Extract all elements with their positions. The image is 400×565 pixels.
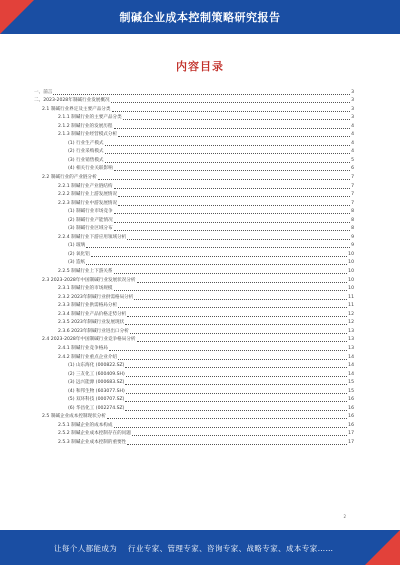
toc-entry[interactable] (34, 300, 354, 309)
toc-leader-dots (118, 304, 347, 308)
toc-entry[interactable] (34, 197, 354, 206)
toc-entry[interactable] (34, 189, 354, 198)
toc-leader-dots (125, 321, 347, 325)
toc-entry-label: 2.1.3 制碱行业经营模式分析 (58, 132, 118, 138)
toc-entry-label: 2.4 2023-2028年中国制碱行业竞争格局分析 (42, 337, 136, 343)
toc-entry[interactable] (34, 368, 354, 377)
toc-entry-label: 2.1 制碱行业界定及主要产品分类 (42, 106, 111, 112)
toc-entry-page: 8 (351, 217, 354, 223)
toc-entry-label: 2.1.1 制碱行业的主要产品分类 (58, 115, 122, 121)
toc-leader-dots (127, 441, 347, 445)
footer-slogan: 让每个人都能成为 (54, 544, 118, 553)
toc-leader-dots (91, 253, 347, 257)
footer-banner (0, 530, 400, 565)
toc-entry-page: 12 (348, 311, 354, 317)
toc-entry-page: 10 (348, 269, 354, 275)
toc-entry-label: (4) 相关行业关联影响 (68, 166, 113, 172)
toc-entry-label: 2.3.2 2023年制碱行业供需格局分析 (58, 294, 134, 300)
toc-entry[interactable] (34, 334, 354, 343)
toc-leader-dots (86, 261, 347, 265)
toc-entry-page: 4 (351, 123, 354, 129)
toc-entry[interactable] (34, 86, 354, 95)
toc-entry[interactable] (34, 137, 354, 146)
toc-leader-dots (114, 125, 351, 129)
toc-leader-dots (118, 193, 350, 197)
toc-entry[interactable] (34, 163, 354, 172)
toc-entry[interactable] (34, 308, 354, 317)
toc-leader-dots (86, 244, 350, 248)
toc-entry-page: 6 (351, 166, 354, 172)
toc-leader-dots (125, 364, 347, 368)
toc-heading: 内容目录 (176, 60, 224, 73)
toc-entry-page: 4 (351, 149, 354, 155)
toc-entry-page: 15 (348, 380, 354, 386)
toc-leader-dots (118, 202, 350, 206)
toc-entry-label: (1) 制碱行业市场竞争 (68, 209, 113, 215)
toc-entry-page: 9 (351, 234, 354, 240)
report-title: 制碱企业成本控制策略研究报告 (119, 11, 281, 24)
toc-entry-label: (2) 行业采购模式 (68, 149, 104, 155)
toc-entry[interactable] (34, 171, 354, 180)
toc-leader-dots (107, 415, 347, 419)
toc-entry[interactable] (34, 428, 354, 437)
toc-leader-dots (118, 356, 347, 360)
toc-entry[interactable] (34, 95, 354, 104)
toc-entry-label: (3) 造纸 (68, 260, 86, 266)
toc-leader-dots (112, 108, 351, 112)
toc-leader-dots (125, 407, 347, 411)
toc-entry-page: 3 (351, 98, 354, 104)
toc-entry-label: 一、前言 (34, 89, 53, 95)
toc-entry-page: 9 (351, 243, 354, 249)
toc-leader-dots (137, 279, 348, 283)
toc-entry[interactable] (34, 265, 354, 274)
toc-leader-dots (111, 99, 350, 103)
toc-entry-label: 2.5.1 制碱企业的成本构成 (58, 422, 113, 428)
toc-entry-label: 2.5.2 制碱企业成本控制存在的问题 (58, 431, 131, 437)
toc-entry-page: 13 (348, 345, 354, 351)
toc-leader-dots (125, 381, 347, 385)
toc-entry-label: 2.3.4 制碱行业产品价格走势分析 (58, 311, 127, 317)
toc-leader-dots (114, 167, 350, 171)
toc-leader-dots (123, 116, 350, 120)
toc-entry-page: 16 (348, 414, 354, 420)
toc-entry-label: (3) 行业销售模式 (68, 157, 104, 163)
toc-leader-dots (137, 338, 348, 342)
toc-entry[interactable] (34, 154, 354, 163)
toc-entry-page: 16 (348, 422, 354, 428)
toc-entry-page: 10 (348, 277, 354, 283)
toc-leader-dots (105, 159, 351, 163)
toc-leader-dots (114, 287, 348, 291)
toc-leader-dots (109, 347, 347, 351)
toc-leader-dots (125, 398, 347, 402)
toc-entry-page: 14 (348, 354, 354, 360)
toc-entry-page: 3 (351, 115, 354, 121)
toc-entry-label: 2.3 2023-2028年中国制碱行业发展状况分析 (42, 277, 136, 283)
toc-leader-dots (126, 390, 347, 394)
toc-entry-page: 14 (348, 371, 354, 377)
toc-entry[interactable] (34, 377, 354, 386)
toc-entry-label: (1) 行业生产模式 (68, 140, 104, 146)
toc-entry-page: 17 (348, 431, 354, 437)
toc-entry-page: 11 (348, 294, 354, 300)
toc-entry[interactable] (34, 146, 354, 155)
toc-entry[interactable] (34, 351, 354, 360)
toc-entry-page: 10 (348, 260, 354, 266)
toc-entry-label: 2.5.3 制碱企业成本控制的重要性 (58, 439, 127, 445)
toc-leader-dots (134, 296, 347, 300)
toc-entry-label: (1) 玻璃 (68, 243, 86, 249)
toc-entry-label: 2.3.5 2023年制碱行业发展现状 (58, 320, 125, 326)
toc-entry[interactable] (34, 231, 354, 240)
toc-entry[interactable] (34, 180, 354, 189)
toc-entry-label: 2.2.2 制碱行业上游发展情况 (58, 192, 118, 198)
footer-accent-corner (365, 530, 400, 565)
toc-entry-page: 4 (351, 140, 354, 146)
toc-leader-dots (118, 133, 350, 137)
toc-leader-dots (126, 373, 347, 377)
toc-entry-page: 14 (348, 363, 354, 369)
toc-entry-label: (2) 三友化工 (600409.SH) (68, 371, 125, 377)
toc-entry[interactable] (34, 129, 354, 138)
toc-entry-label: 2.1.2 制碱行业的发展历程 (58, 123, 113, 129)
toc-entry-label: 2.5 制碱企业成本控制现状分析 (42, 414, 106, 420)
toc-entry-page: 11 (348, 303, 354, 309)
toc-entry-label: 2.2 制碱行业的产业链分析 (42, 175, 97, 181)
toc-leader-dots (132, 432, 347, 436)
toc-entry-label: 2.3.3 制碱行业供需格局分析 (58, 303, 118, 309)
toc-entry-label: (3) 远兴能源 (000683.SZ) (68, 380, 125, 386)
toc-entry-label: 2.3.1 制碱行业的市场规模 (58, 286, 113, 292)
toc-entry-label: 二、2023-2028年制碱行业发展概况 (34, 98, 110, 104)
toc-entry[interactable] (34, 317, 354, 326)
toc-leader-dots (127, 236, 350, 240)
toc-entry[interactable] (34, 325, 354, 334)
toc-entry-label: 2.4.1 制碱行业竞争格局 (58, 345, 108, 351)
toc-entry-page: 7 (351, 175, 354, 181)
page-number: 2 (343, 514, 346, 519)
toc-entry[interactable] (34, 419, 354, 428)
toc-entry[interactable] (34, 360, 354, 369)
toc-entry-page: 8 (351, 209, 354, 215)
toc-entry-label: (5) 双环科技 (000707.SZ) (68, 397, 125, 403)
toc-entry[interactable] (34, 283, 354, 292)
toc-entry-page: 3 (351, 89, 354, 95)
toc-entry[interactable] (34, 394, 354, 403)
toc-leader-dots (114, 185, 351, 189)
toc-leader-dots (114, 219, 350, 223)
toc-leader-dots (105, 142, 351, 146)
toc-entry-label: 2.4.2 制碱行业重点企业介绍 (58, 354, 118, 360)
toc-leader-dots (105, 150, 351, 154)
toc-entry[interactable] (34, 248, 354, 257)
toc-entry-page: 3 (351, 106, 354, 112)
footer-roles: 行业专家、管理专家、咨询专家、战略专家、成本专家…… (128, 544, 334, 553)
toc-entry-page: 10 (348, 286, 354, 292)
toc-leader-dots (98, 176, 350, 180)
toc-leader-dots (127, 313, 347, 317)
toc-entry-page: 8 (351, 226, 354, 232)
toc-entry-label: 2.2.3 制碱行业中游发展情况 (58, 200, 118, 206)
toc-entry-label: (4) 和邦生物 (603077.SH) (68, 388, 125, 394)
toc-entry[interactable] (34, 112, 354, 121)
toc-entry-label: (2) 氧化铝 (68, 251, 90, 257)
toc-leader-dots (114, 210, 350, 214)
toc-entry-page: 4 (351, 132, 354, 138)
toc-entry-page: 16 (348, 397, 354, 403)
toc-entry-page: 5 (351, 157, 354, 163)
toc-entry-label: 2.2.4 制碱行业下游应用领域分析 (58, 234, 127, 240)
toc-entry-page: 7 (351, 200, 354, 206)
toc-entry[interactable] (34, 342, 354, 351)
toc-entry-label: (1) 山东海化 (000822.SZ) (68, 363, 125, 369)
toc-entry-label: 2.3.6 2023年制碱行业进出口分析 (58, 328, 129, 334)
toc-leader-dots (114, 227, 350, 231)
toc-entry[interactable] (34, 120, 354, 129)
toc-entry-page: 17 (348, 439, 354, 445)
toc-leader-dots (114, 270, 348, 274)
toc-entry[interactable] (34, 402, 354, 411)
toc-entry[interactable] (34, 436, 354, 445)
header-banner (0, 0, 400, 34)
toc-leader-dots (130, 330, 347, 334)
toc-entry-page: 13 (348, 328, 354, 334)
toc-entry-label: (6) 华昌化工 (002274.SZ) (68, 405, 125, 411)
toc-entry[interactable] (34, 291, 354, 300)
toc-entry[interactable] (34, 411, 354, 420)
toc-entry[interactable] (34, 103, 354, 112)
table-of-contents (34, 86, 354, 445)
toc-entry-label: 2.2.1 制碱行业产业链结构 (58, 183, 113, 189)
toc-leader-dots (114, 424, 348, 428)
toc-entry-label: (3) 制碱行业区域分布 (68, 226, 113, 232)
toc-entry[interactable] (34, 214, 354, 223)
toc-entry[interactable] (34, 274, 354, 283)
toc-entry-page: 13 (348, 337, 354, 343)
toc-entry-page: 7 (351, 183, 354, 189)
toc-entry-page: 15 (348, 388, 354, 394)
toc-entry-page: 10 (348, 251, 354, 257)
toc-entry[interactable] (34, 240, 354, 249)
toc-entry[interactable] (34, 385, 354, 394)
toc-entry-label: (2) 制碱行业产能情况 (68, 217, 113, 223)
toc-entry[interactable] (34, 257, 354, 266)
toc-entry-page: 7 (351, 192, 354, 198)
toc-entry-page: 12 (348, 320, 354, 326)
toc-entry[interactable] (34, 206, 354, 215)
toc-entry-page: 16 (348, 405, 354, 411)
toc-leader-dots (53, 91, 350, 95)
toc-entry-label: 2.2.5 制碱行业上下游关系 (58, 269, 113, 275)
toc-entry[interactable] (34, 223, 354, 232)
